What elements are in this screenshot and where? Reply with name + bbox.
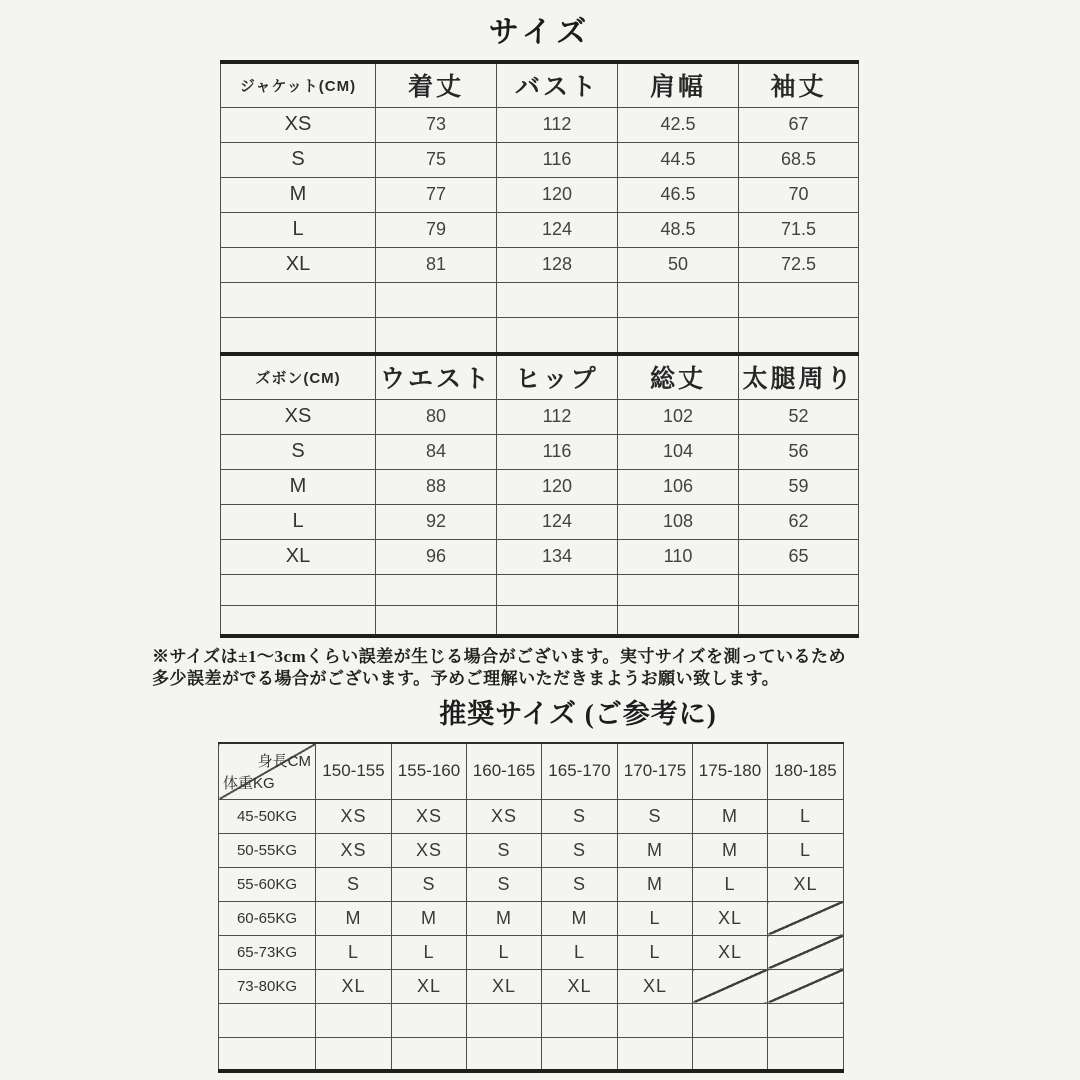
size-row: [221, 469, 859, 504]
empty-cell: [219, 1003, 316, 1037]
recommended-size-cell: S: [542, 833, 618, 867]
recommended-size-title: 推奨サイズ (ご参考に): [439, 699, 717, 729]
empty-row: [221, 317, 859, 352]
weight-range-label: 60-65KG: [219, 901, 316, 935]
recommended-size-cell: XS: [392, 833, 467, 867]
measurement-cell: 44.5: [618, 142, 739, 177]
recommended-size-cell: M: [693, 833, 768, 867]
recommended-size-cell: XL: [542, 969, 618, 1003]
measurement-cell: 116: [497, 434, 618, 469]
measurement-cell: 104: [618, 434, 739, 469]
recommended-size-cell: M: [618, 833, 693, 867]
recommended-size-cell: M: [467, 901, 542, 935]
measurement-cell: [618, 317, 739, 352]
empty-row: [221, 605, 859, 636]
corner-height-label: 身長CM: [257, 753, 311, 770]
height-weight-corner-cell: [219, 743, 316, 799]
recommended-size-cell: XL: [618, 969, 693, 1003]
recommended-size-cell: L: [392, 935, 467, 969]
na-diagonal-cell: [768, 969, 844, 1003]
measurement-cell: 102: [618, 399, 739, 434]
measurement-cell: [497, 282, 618, 317]
measurement-cell: 112: [497, 399, 618, 434]
measurement-cell: 108: [618, 504, 739, 539]
recommended-size-cell: XL: [316, 969, 392, 1003]
measurement-cell: 42.5: [618, 107, 739, 142]
recommended-size-cell: L: [693, 867, 768, 901]
recommended-size-cell: S: [618, 799, 693, 833]
disclaimer-line-2: 多少誤差がでる場合がございます。予めご理解いただきまようお願い致します。: [152, 669, 780, 688]
size-label-cell: XL: [221, 247, 376, 282]
size-label-cell: L: [221, 504, 376, 539]
recommended-size-cell: L: [542, 935, 618, 969]
recommended-size-cell: XL: [467, 969, 542, 1003]
measurement-cell: [376, 605, 497, 636]
recommended-size-cell: M: [542, 901, 618, 935]
size-label-cell: [221, 574, 376, 605]
empty-row: [219, 1003, 844, 1037]
measurement-cell: 46.5: [618, 177, 739, 212]
recommend-row: [219, 901, 844, 935]
column-header: ウエスト: [376, 354, 497, 399]
measurement-cell: 72.5: [739, 247, 859, 282]
height-range-header: 155-160: [392, 743, 467, 799]
measurement-cell: 84: [376, 434, 497, 469]
measurement-cell: 120: [497, 469, 618, 504]
column-header: 着丈: [376, 62, 497, 107]
empty-row: [221, 574, 859, 605]
column-header: 総丈: [618, 354, 739, 399]
size-label-cell: XS: [221, 107, 376, 142]
measurement-cell: 62: [739, 504, 859, 539]
recommended-size-cell: L: [316, 935, 392, 969]
measurement-cell: 77: [376, 177, 497, 212]
measurement-cell: 71.5: [739, 212, 859, 247]
recommended-size-cell: XL: [693, 935, 768, 969]
recommended-size-cell: S: [316, 867, 392, 901]
na-diagonal-cell: [768, 901, 844, 935]
header-row: [221, 62, 859, 107]
height-range-header: 165-170: [542, 743, 618, 799]
size-row: [221, 247, 859, 282]
empty-cell: [392, 1003, 467, 1037]
height-range-header: 150-155: [316, 743, 392, 799]
height-range-header: 170-175: [618, 743, 693, 799]
measurement-cell: [618, 282, 739, 317]
measurement-cell: [497, 317, 618, 352]
measurement-cell: [497, 605, 618, 636]
recommended-size-cell: S: [542, 799, 618, 833]
measurement-cell: [618, 605, 739, 636]
column-header: ヒップ: [497, 354, 618, 399]
size-label-cell: [221, 605, 376, 636]
recommended-size-cell: XL: [693, 901, 768, 935]
recommended-size-cell: S: [392, 867, 467, 901]
measurement-cell: 120: [497, 177, 618, 212]
recommended-size-table: [218, 742, 844, 1073]
size-row: [221, 504, 859, 539]
recommended-size-cell: XL: [768, 867, 844, 901]
measurement-cell: 59: [739, 469, 859, 504]
measurement-cell: 92: [376, 504, 497, 539]
column-header: バスト: [497, 62, 618, 107]
measurement-cell: [497, 574, 618, 605]
measurement-cell: [739, 605, 859, 636]
measurement-cell: [376, 574, 497, 605]
corner-weight-label: 体重KG: [223, 774, 275, 792]
recommended-size-cell: S: [467, 867, 542, 901]
size-row: [221, 107, 859, 142]
weight-range-label: 65-73KG: [219, 935, 316, 969]
measurement-cell: [376, 317, 497, 352]
size-label-cell: M: [221, 469, 376, 504]
measurement-cell: 73: [376, 107, 497, 142]
size-label-cell: S: [221, 434, 376, 469]
measurement-cell: [618, 574, 739, 605]
measurement-cell: 124: [497, 504, 618, 539]
recommend-row: [219, 969, 844, 1003]
empty-cell: [693, 1037, 768, 1071]
recommended-size-cell: L: [467, 935, 542, 969]
size-label-cell: S: [221, 142, 376, 177]
recommended-size-cell: S: [467, 833, 542, 867]
measurement-cell: 88: [376, 469, 497, 504]
na-diagonal-cell: [693, 969, 768, 1003]
empty-cell: [392, 1037, 467, 1071]
measurement-cell: 68.5: [739, 142, 859, 177]
recommend-row: [219, 867, 844, 901]
empty-cell: [542, 1003, 618, 1037]
measurement-cell: 79: [376, 212, 497, 247]
empty-cell: [219, 1037, 316, 1071]
measurement-cell: 48.5: [618, 212, 739, 247]
empty-row: [219, 1037, 844, 1071]
empty-row: [221, 282, 859, 317]
size-row: [221, 212, 859, 247]
empty-cell: [768, 1037, 844, 1071]
height-range-header: 160-165: [467, 743, 542, 799]
column-header: 太腿周り: [739, 354, 859, 399]
recommended-size-cell: M: [693, 799, 768, 833]
measurement-cell: 116: [497, 142, 618, 177]
measurement-cell: 50: [618, 247, 739, 282]
recommended-size-cell: L: [618, 901, 693, 935]
recommend-row: [219, 799, 844, 833]
size-label-cell: [221, 317, 376, 352]
recommended-size-cell: XL: [392, 969, 467, 1003]
empty-cell: [693, 1003, 768, 1037]
measurement-cell: 124: [497, 212, 618, 247]
recommended-size-cell: M: [316, 901, 392, 935]
recommended-size-cell: M: [618, 867, 693, 901]
measurement-cell: 110: [618, 539, 739, 574]
measurement-cell: [739, 282, 859, 317]
size-row: [221, 142, 859, 177]
measurement-cell: 134: [497, 539, 618, 574]
measurement-cell: 128: [497, 247, 618, 282]
measurement-cell: 106: [618, 469, 739, 504]
size-row: [221, 399, 859, 434]
recommended-size-cell: L: [618, 935, 693, 969]
measurement-cell: 81: [376, 247, 497, 282]
header-row: [219, 743, 844, 799]
weight-range-label: 55-60KG: [219, 867, 316, 901]
measurement-cell: 67: [739, 107, 859, 142]
empty-cell: [542, 1037, 618, 1071]
weight-range-label: 50-55KG: [219, 833, 316, 867]
na-diagonal-cell: [768, 935, 844, 969]
recommended-size-cell: L: [768, 799, 844, 833]
disclaimer-note: [152, 646, 1080, 690]
measurement-cell: 56: [739, 434, 859, 469]
size-row: [221, 539, 859, 574]
table-caption-cell: ズボン(CM): [221, 354, 376, 399]
height-range-header: 180-185: [768, 743, 844, 799]
weight-range-label: 45-50KG: [219, 799, 316, 833]
recommend-row: [219, 833, 844, 867]
jacket-size-table: [220, 60, 859, 352]
recommend-row: [219, 935, 844, 969]
empty-cell: [768, 1003, 844, 1037]
recommended-size-cell: XS: [316, 799, 392, 833]
empty-cell: [618, 1037, 693, 1071]
measurement-cell: 52: [739, 399, 859, 434]
size-label-cell: L: [221, 212, 376, 247]
size-label-cell: XS: [221, 399, 376, 434]
empty-cell: [618, 1003, 693, 1037]
measurement-cell: [739, 574, 859, 605]
height-range-header: 175-180: [693, 743, 768, 799]
empty-cell: [467, 1003, 542, 1037]
recommended-size-cell: XS: [467, 799, 542, 833]
size-label-cell: [221, 282, 376, 317]
table-caption-cell: ジャケット(CM): [221, 62, 376, 107]
size-label-cell: M: [221, 177, 376, 212]
measurement-cell: 80: [376, 399, 497, 434]
measurement-cell: 112: [497, 107, 618, 142]
column-header: 肩幅: [618, 62, 739, 107]
recommended-size-cell: L: [768, 833, 844, 867]
empty-cell: [467, 1037, 542, 1071]
measurement-cell: 70: [739, 177, 859, 212]
measurement-cell: 65: [739, 539, 859, 574]
page-title: サイズ: [488, 16, 592, 49]
size-row: [221, 434, 859, 469]
recommended-size-cell: S: [542, 867, 618, 901]
recommended-size-cell: XS: [316, 833, 392, 867]
pants-size-table: [220, 352, 859, 638]
measurement-cell: [376, 282, 497, 317]
size-row: [221, 177, 859, 212]
empty-cell: [316, 1037, 392, 1071]
disclaimer-line-1: ※サイズは±1～3cmくらい誤差が生じる場合がございます。実寸サイズを測っているため: [152, 647, 846, 666]
measurement-cell: 96: [376, 539, 497, 574]
measurement-cell: [739, 317, 859, 352]
size-label-cell: XL: [221, 539, 376, 574]
weight-range-label: 73-80KG: [219, 969, 316, 1003]
header-row: [221, 354, 859, 399]
recommended-size-cell: M: [392, 901, 467, 935]
empty-cell: [316, 1003, 392, 1037]
recommended-size-cell: XS: [392, 799, 467, 833]
column-header: 袖丈: [739, 62, 859, 107]
measurement-cell: 75: [376, 142, 497, 177]
